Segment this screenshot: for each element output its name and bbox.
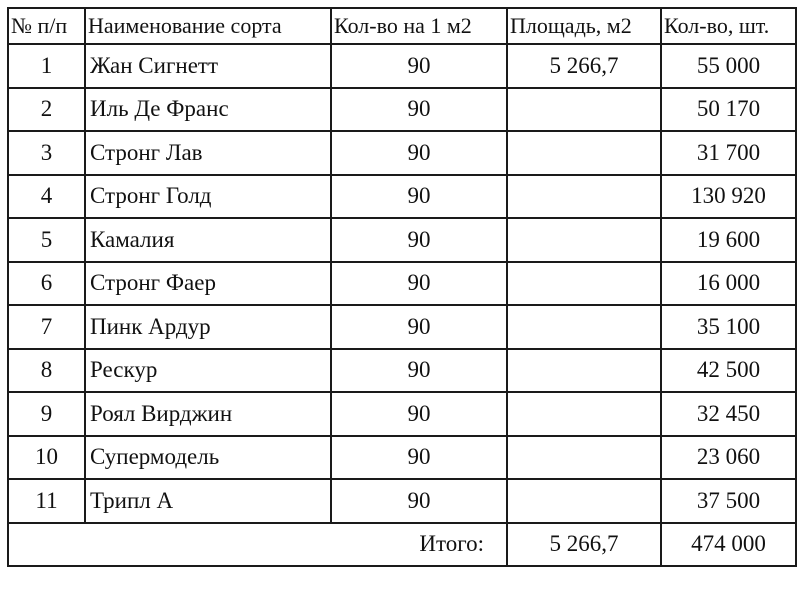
quantity-per-m2-cell: 90 <box>331 218 507 262</box>
variety-name-cell: Жан Сигнетт <box>85 44 331 88</box>
header-cell-number: № п/п <box>8 8 85 44</box>
area-cell <box>507 392 661 436</box>
quantity-cell: 130 920 <box>661 175 796 219</box>
quantity-cell: 31 700 <box>661 131 796 175</box>
row-number-cell: 9 <box>8 392 85 436</box>
quantity-per-m2-cell: 90 <box>331 262 507 306</box>
total-quantity: 474 000 <box>661 523 796 567</box>
quantity-cell: 55 000 <box>661 44 796 88</box>
variety-name-cell: Супермодель <box>85 436 331 480</box>
row-number-cell: 8 <box>8 349 85 393</box>
table-row <box>8 44 796 88</box>
area-cell <box>507 131 661 175</box>
row-number-cell: 2 <box>8 88 85 132</box>
quantity-cell: 50 170 <box>661 88 796 132</box>
table-row <box>8 436 796 480</box>
area-cell <box>507 88 661 132</box>
total-label: Итого: <box>8 523 507 567</box>
header-row <box>8 8 796 44</box>
quantity-cell: 23 060 <box>661 436 796 480</box>
quantity-per-m2-cell: 90 <box>331 436 507 480</box>
area-cell <box>507 349 661 393</box>
variety-name-cell: Пинк Ардур <box>85 305 331 349</box>
table-row <box>8 479 796 523</box>
table-row <box>8 131 796 175</box>
header-cell-area: Площадь, м2 <box>507 8 661 44</box>
table-row <box>8 88 796 132</box>
quantity-cell: 35 100 <box>661 305 796 349</box>
row-number-cell: 6 <box>8 262 85 306</box>
area-cell <box>507 479 661 523</box>
row-number-cell: 1 <box>8 44 85 88</box>
table-row <box>8 305 796 349</box>
total-area: 5 266,7 <box>507 523 661 567</box>
area-cell <box>507 262 661 306</box>
quantity-per-m2-cell: 90 <box>331 392 507 436</box>
quantity-per-m2-cell: 90 <box>331 305 507 349</box>
varieties-table <box>7 7 797 567</box>
quantity-per-m2-cell: 90 <box>331 44 507 88</box>
table-row <box>8 175 796 219</box>
variety-name-cell: Стронг Голд <box>85 175 331 219</box>
quantity-cell: 19 600 <box>661 218 796 262</box>
quantity-cell: 42 500 <box>661 349 796 393</box>
variety-name-cell: Трипл А <box>85 479 331 523</box>
quantity-cell: 16 000 <box>661 262 796 306</box>
row-number-cell: 5 <box>8 218 85 262</box>
quantity-per-m2-cell: 90 <box>331 175 507 219</box>
variety-name-cell: Роял Вирджин <box>85 392 331 436</box>
table-row <box>8 392 796 436</box>
header-cell-quantity-per-m2: Кол-во на 1 м2 <box>331 8 507 44</box>
area-cell <box>507 305 661 349</box>
quantity-cell: 37 500 <box>661 479 796 523</box>
total-row <box>8 523 796 567</box>
quantity-cell: 32 450 <box>661 392 796 436</box>
row-number-cell: 4 <box>8 175 85 219</box>
area-cell <box>507 175 661 219</box>
variety-name-cell: Рескур <box>85 349 331 393</box>
quantity-per-m2-cell: 90 <box>331 131 507 175</box>
header-cell-variety-name: Наименование сорта <box>85 8 331 44</box>
quantity-per-m2-cell: 90 <box>331 88 507 132</box>
variety-name-cell: Стронг Фаер <box>85 262 331 306</box>
row-number-cell: 3 <box>8 131 85 175</box>
table-row <box>8 262 796 306</box>
header-cell-quantity-pcs: Кол-во, шт. <box>661 8 796 44</box>
row-number-cell: 7 <box>8 305 85 349</box>
quantity-per-m2-cell: 90 <box>331 349 507 393</box>
area-cell: 5 266,7 <box>507 44 661 88</box>
table-row <box>8 218 796 262</box>
cut-off-heading <box>0 0 800 4</box>
variety-name-cell: Камалия <box>85 218 331 262</box>
quantity-per-m2-cell: 90 <box>331 479 507 523</box>
row-number-cell: 11 <box>8 479 85 523</box>
area-cell <box>507 436 661 480</box>
row-number-cell: 10 <box>8 436 85 480</box>
area-cell <box>507 218 661 262</box>
variety-name-cell: Иль Де Франс <box>85 88 331 132</box>
table-row <box>8 349 796 393</box>
variety-name-cell: Стронг Лав <box>85 131 331 175</box>
